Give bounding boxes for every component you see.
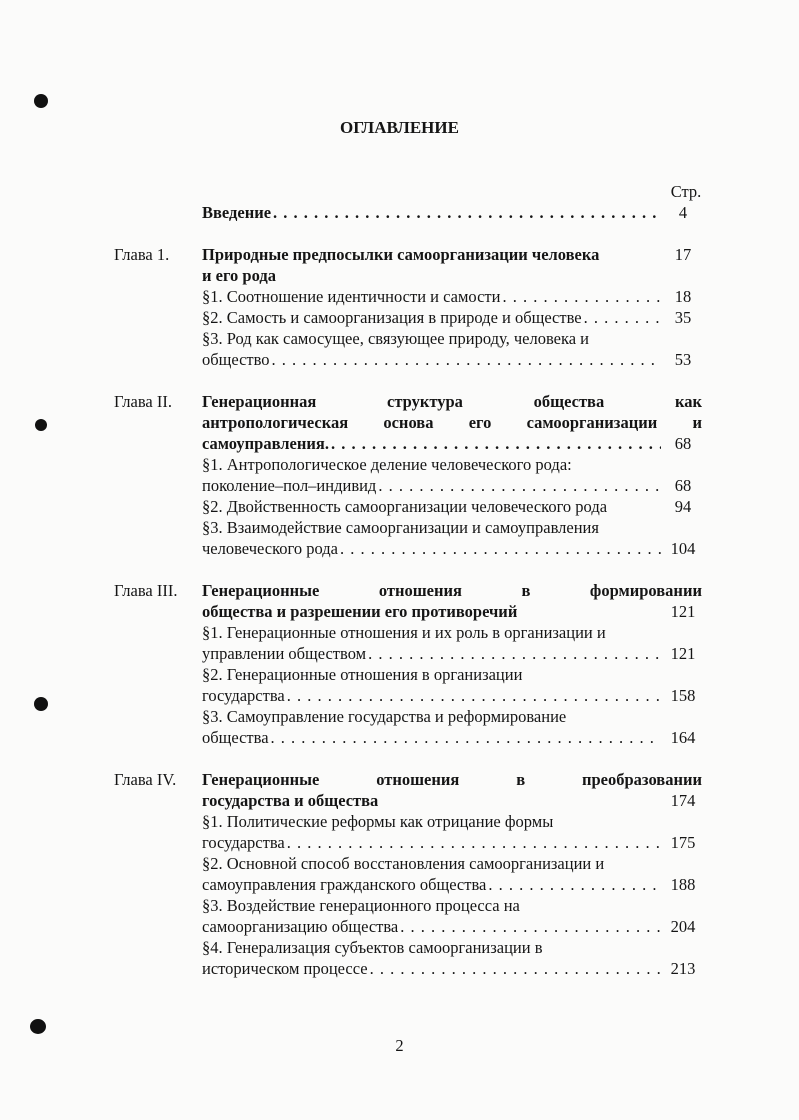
toc-page-number: 121: [670, 644, 696, 663]
toc-section-entry-cont: поколение–пол–индивид . . . 68: [202, 475, 702, 496]
dot-leader: [378, 475, 661, 496]
toc-page-number: 35: [674, 308, 692, 327]
dot-leader: [273, 202, 661, 223]
toc-section-entry-cont: самоорганизацию общества . . . 204: [202, 916, 702, 937]
binder-hole-mark: [30, 1019, 46, 1034]
dot-leader: [340, 538, 661, 559]
toc-page-number: 4: [678, 203, 688, 222]
toc-section-entry: §2. Основной способ восстановления самоорганизации и: [202, 854, 605, 873]
dot-leader: [331, 433, 661, 454]
toc-entry-intro: [202, 202, 702, 223]
dot-leader: [287, 832, 661, 853]
toc-section-entry-cont: самоуправления гражданского общества . . . 188: [202, 874, 702, 895]
toc-section-entry-cont: управлении обществом . . . 121: [202, 643, 702, 664]
toc-section-entry: §3. Воздействие генерационного процесса на: [202, 896, 520, 915]
dot-leader: [502, 286, 661, 307]
toc-page-number: 94: [674, 497, 692, 516]
dot-leader: [272, 349, 661, 370]
dot-leader: [584, 307, 661, 328]
toc-page-number: 175: [670, 833, 696, 852]
dot-leader: [368, 643, 661, 664]
toc-section-entry: §2. Двойственность самоорганизации человеческого рода 94: [202, 496, 702, 517]
toc-section-entry: §2. Генерационные отношения в организации: [202, 665, 523, 684]
chapter-title-line: и его рода: [202, 266, 276, 285]
toc-section-entry: §3. Род как самосущее, связующее природу, человека и: [202, 329, 590, 348]
chapter-label: Глава III.: [114, 581, 178, 600]
toc-page-number: 18: [674, 287, 692, 306]
toc-page-number: 164: [670, 728, 696, 747]
toc-section-entry-cont: общества . . . 164: [202, 727, 702, 748]
toc-page-number: 188: [670, 875, 696, 894]
toc-section-entry: §3. Взаимодействие самоорганизации и самоуправления: [202, 518, 599, 537]
dot-leader: [370, 958, 661, 979]
toc-section-entry-cont: общество . . . 53: [202, 349, 702, 370]
toc-page-number: 158: [670, 686, 696, 705]
toc-section-entry: §1. Политические реформы как отрицание формы: [202, 812, 554, 831]
chapter-title-line: самоуправления. . . . 68: [202, 433, 702, 454]
toc-entry-label: Введение: [202, 203, 272, 222]
binder-hole-mark: [35, 419, 47, 431]
toc-page-number: 68: [674, 434, 692, 453]
page-column-header: Стр.: [670, 182, 702, 201]
chapter-title-line: антропологическая основа его самоорганизации и: [202, 413, 702, 432]
chapter-title: Генерационная структура общества как: [202, 392, 702, 411]
toc-section-entry-cont: государства . . . 175: [202, 832, 702, 853]
toc-section-entry: §1. Генерационные отношения и их роль в организации и: [202, 623, 606, 642]
toc-section-entry-cont: историческом процессе . . . 213: [202, 958, 702, 979]
chapter-label: Глава 1.: [114, 245, 170, 264]
toc-page-number: 53: [674, 350, 692, 369]
binder-hole-mark: [34, 94, 48, 108]
page-number: 2: [395, 1036, 404, 1055]
chapter-title: Генерационные отношения в преобразовании: [202, 770, 702, 789]
toc-page-number: 104: [670, 539, 696, 558]
toc-section-entry: §4. Генерализация субъектов самоорганизации в: [202, 938, 543, 957]
chapter-label: Глава IV.: [114, 770, 177, 789]
dot-leader: [287, 685, 661, 706]
page-title: ОГЛАВЛЕНИЕ: [340, 118, 459, 137]
chapter-title: Природные предпосылки самоорганизации человека 17: [202, 244, 702, 265]
toc-section-entry: §2. Самость и самоорганизация в природе и обществе . . . 35: [202, 307, 702, 328]
dot-leader: [271, 727, 661, 748]
binder-hole-mark: [34, 697, 48, 711]
toc-page-number: 68: [674, 476, 692, 495]
chapter-title-line: государства и общества 174: [202, 790, 702, 811]
toc-page-number: 204: [670, 917, 696, 936]
dot-leader: [400, 916, 661, 937]
toc-section-entry: §3. Самоуправление государства и реформирование: [202, 707, 567, 726]
toc-page-number: 213: [670, 959, 696, 978]
chapter-title-line: общества и разрешении его противоречий 121: [202, 601, 702, 622]
toc-section-entry-cont: государства . . . 158: [202, 685, 702, 706]
dot-leader: [488, 874, 661, 895]
chapter-label: Глава II.: [114, 392, 172, 411]
toc-page-number: 174: [670, 791, 696, 810]
toc-page-number: 121: [670, 602, 696, 621]
toc-page-number: 17: [674, 245, 692, 264]
chapter-title: Генерационные отношения в формировании: [202, 581, 702, 600]
toc-section-entry: §1. Антропологическое деление человеческого рода:: [202, 455, 572, 474]
toc-section-entry-cont: человеческого рода . . . 104: [202, 538, 702, 559]
toc-section-entry: §1. Соотношение идентичности и самости . . . 18: [202, 286, 702, 307]
